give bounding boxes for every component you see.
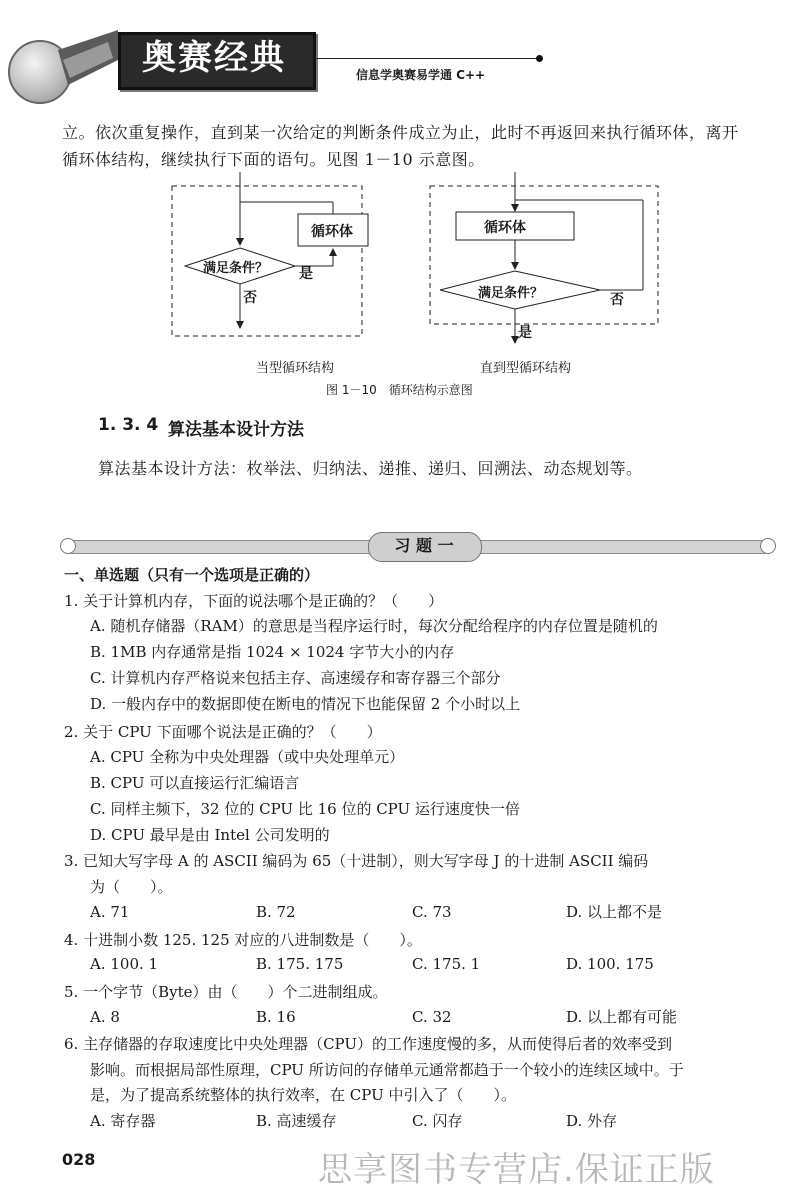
q2-option-d: D. CPU 最早是由 Intel 公司发明的 [90, 826, 330, 844]
dowhile-yes-label: 是 [518, 325, 532, 341]
while-loop-diagram [172, 172, 368, 336]
while-body-label: 循环体 [311, 224, 353, 240]
question-5-stem: 5. 一个字节（Byte）由（ ）个二进制组成。 [64, 983, 388, 1001]
question-6-stem: 6. 主存储器的存取速度比中央处理器（CPU）的工作速度慢的多，从而使得后者的效率受到 [64, 1035, 673, 1053]
q2-option-c: C. 同样主频下，32 位的 CPU 比 16 位的 CPU 运行速度快一倍 [90, 800, 520, 818]
q5-option-c: C. 32 [412, 1008, 452, 1026]
q1-option-a: A. 随机存储器（RAM）的意思是当程序运行时，每次分配给程序的内存位置是随机的 [90, 617, 658, 635]
while-yes-label: 是 [299, 266, 313, 282]
q4-option-b: B. 175. 175 [256, 955, 344, 973]
q6-option-d: D. 外存 [566, 1112, 618, 1130]
q5-option-d: D. 以上都有可能 [566, 1008, 678, 1026]
question-3-stem: 3. 已知大写字母 A 的 ASCII 编码为 65（十进制），则大写字母 J 的十进制 ASCII 编码 [64, 852, 649, 870]
header-dot [536, 55, 543, 62]
q4-option-c: C. 175. 1 [412, 955, 481, 973]
q6-option-b: B. 高速缓存 [256, 1112, 337, 1130]
q3-option-d: D. 以上都不是 [566, 903, 663, 921]
q4-option-a: A. 100. 1 [90, 955, 159, 973]
section-title: 算法基本设计方法 [168, 420, 304, 440]
while-condition-label: 满足条件？ [203, 261, 269, 276]
intro-line-2: 循环体结构，继续执行下面的语句。见图 1－10 示意图。 [62, 150, 485, 169]
question-1-stem: 1. 关于计算机内存，下面的说法哪个是正确的？（ ） [64, 592, 444, 610]
figure-caption: 图 1－10 循环结构示意图 [326, 383, 473, 397]
exercise-title: 习 题 一 [394, 536, 454, 555]
section-text: 算法基本设计方法：枚举法、归纳法、递推、递归、回溯法、动态规划等。 [98, 459, 643, 478]
banner-left-knob [60, 538, 76, 554]
q1-option-b: B. 1MB 内存通常是指 1024 × 1024 字节大小的内存 [90, 643, 455, 661]
q6-option-a: A. 寄存器 [90, 1112, 156, 1130]
shop-watermark: 思享图书专营店.保证正版 [318, 1150, 715, 1190]
q3-option-a: A. 71 [90, 903, 130, 921]
part-title: 一、单选题（只有一个选项是正确的） [64, 566, 320, 584]
question-6-stem-cont-2: 是，为了提高系统整体的执行效率，在 CPU 中引入了（ ）。 [90, 1086, 516, 1104]
brand-title: 奥赛经典 [142, 38, 286, 78]
q6-option-c: C. 闪存 [412, 1112, 463, 1130]
intro-line-1: 立。依次重复操作，直到某一次给定的判断条件成立为止，此时不再返回来执行循环体，离开 [62, 123, 739, 142]
q2-option-a: A. CPU 全称为中央处理器（或中央处理单元） [90, 748, 405, 766]
q3-option-c: C. 73 [412, 903, 452, 921]
ribbon-icon [58, 30, 118, 100]
dowhile-condition-label: 满足条件？ [478, 286, 544, 301]
q3-option-b: B. 72 [256, 903, 296, 921]
book-title: 信息学奥赛易学通 C++ [356, 68, 486, 82]
page-number: 028 [62, 1150, 96, 1169]
q1-option-c: C. 计算机内存严格说来包括主存、高速缓存和寄存器三个部分 [90, 669, 501, 687]
question-4-stem: 4. 十进制小数 125. 125 对应的八进制数是（ ）。 [64, 931, 422, 949]
while-caption: 当型循环结构 [256, 361, 335, 376]
dowhile-body-label: 循环体 [484, 220, 526, 236]
q1-option-d: D. 一般内存中的数据即使在断电的情况下也能保留 2 个小时以上 [90, 695, 521, 713]
q2-option-b: B. CPU 可以直接运行汇编语言 [90, 774, 300, 792]
while-no-label: 否 [243, 290, 257, 306]
dowhile-no-label: 否 [610, 292, 624, 308]
q5-option-b: B. 16 [256, 1008, 296, 1026]
dowhile-caption: 直到型循环结构 [480, 361, 572, 376]
q5-option-a: A. 8 [90, 1008, 120, 1026]
question-3-stem-cont: 为（ ）。 [90, 878, 173, 896]
section-number: 1. 3. 4 [98, 415, 159, 435]
q4-option-d: D. 100. 175 [566, 955, 654, 973]
banner-right-knob [760, 538, 776, 554]
question-6-stem-cont-1: 影响。而根据局部性原理，CPU 所访问的存储单元通常都趋于一个较小的连续区域中。于 [90, 1061, 684, 1079]
header-rule [310, 58, 540, 59]
question-2-stem: 2. 关于 CPU 下面哪个说法是正确的？（ ） [64, 723, 382, 741]
do-while-loop-diagram [430, 172, 658, 342]
